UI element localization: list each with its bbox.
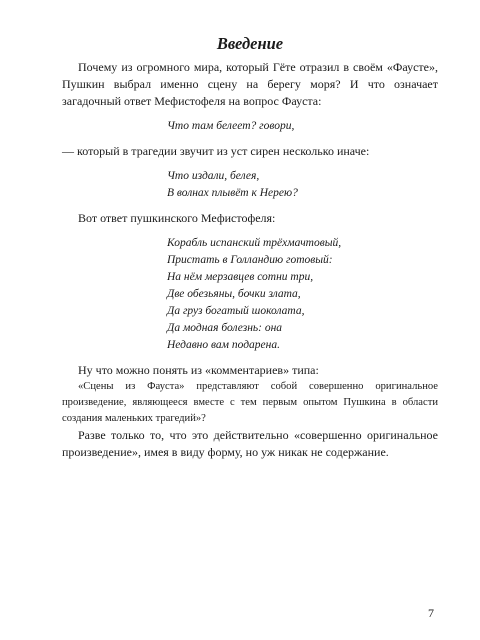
paragraph-5: Разве только то, что это действительно «совершенно оригинальное произведение», имея в виду форму, но уж никак не содержание. bbox=[62, 428, 438, 459]
page-body bbox=[62, 34, 438, 461]
verse-line: Две обезьяны, бочки злата, bbox=[167, 288, 301, 300]
verse-block-3 bbox=[167, 235, 438, 354]
verse-block-1 bbox=[167, 118, 438, 135]
verse-line: Пристать в Голландию готовый: bbox=[167, 254, 333, 266]
verse-block-2 bbox=[167, 168, 438, 202]
verse-line: В волнах плывёт к Нерею? bbox=[167, 187, 298, 199]
verse-line: Да модная болезнь: она bbox=[167, 322, 283, 334]
verse-line: На нём мерзавцев сотни три, bbox=[167, 271, 314, 283]
paragraph-2: — который в трагедии звучит из уст сирен несколько иначе: bbox=[62, 144, 370, 158]
paragraph-3: Вот ответ пушкинского Мефистофеля: bbox=[78, 211, 276, 225]
block-quote: «Сцены из Фауста» представляют собой совершенно оригинальное произведение, являющееся вместе с тем первым опытом Пушкина в области создания маленьких трагедий»? bbox=[62, 381, 438, 424]
paragraph-1: Почему из огромного мира, который Гёте отразил в своём «Фаусте», Пушкин выбрал именно сцену на берегу моря? И что означает загадочный ответ Мефистофеля на вопрос Фауста: bbox=[62, 60, 438, 108]
verse-line: Что издали, белея, bbox=[167, 170, 260, 182]
verse-line: Да груз богатый шоколата, bbox=[167, 305, 305, 317]
verse-line: Недавно вам подарена. bbox=[167, 339, 280, 351]
verse-line: Что там белеет? говори, bbox=[167, 120, 295, 132]
verse-line: Корабль испанский трёхмачтовый, bbox=[167, 237, 342, 249]
page-number: 7 bbox=[428, 606, 434, 620]
chapter-title: Введение bbox=[216, 34, 284, 53]
paragraph-4: Ну что можно понять из «комментариев» типа: bbox=[78, 363, 319, 377]
